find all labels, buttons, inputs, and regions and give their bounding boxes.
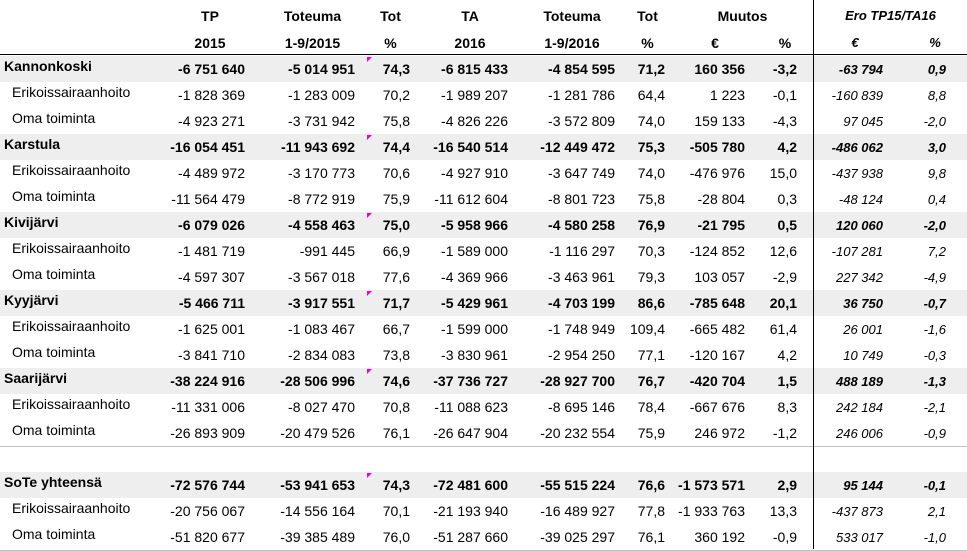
cell-ta-2016: -1 589 000 [441,243,508,259]
table-row [0,316,967,342]
cell-ero-eur: -48 124 [838,192,883,207]
cell-toteuma-2015: -1 083 467 [288,321,355,337]
row-label: Oma toiminta [12,188,96,204]
row-label: Erikoissairaanhoito [12,84,131,100]
cell-muutos-pct: -4,3 [772,113,797,129]
row-label: SoTe yhteensä [4,474,102,490]
table-row [0,498,967,524]
header-toteuma-2016: Toteuma [543,8,601,24]
cell-toteuma-2016: -4 703 199 [548,295,615,311]
cell-toteuma-2016: -3 572 809 [548,113,615,129]
cell-toteuma-2015: -28 506 996 [280,373,355,389]
row-label: Kannonkoski [4,58,92,74]
cell-muutos-eur: 159 133 [694,113,745,129]
cell-tp-2015: -20 756 067 [170,503,245,519]
header-ero-pct: % [929,35,941,50]
header-ta: TA [461,8,479,24]
cell-ero-pct: 7,2 [927,244,946,259]
cell-ta-2016: -4 826 226 [441,113,508,129]
cell-ero-pct: 0,9 [927,62,946,77]
comment-marker-icon [367,473,372,478]
cell-tot-pct-2015: 76,0 [382,529,410,545]
comment-marker-icon [367,213,372,218]
cell-tp-2015: -26 893 909 [170,425,245,441]
table-row [0,160,967,186]
cell-ta-2016: -3 830 961 [441,347,508,363]
cell-toteuma-2016: -2 954 250 [548,347,615,363]
cell-toteuma-2016: -8 695 146 [548,399,615,415]
cell-toteuma-2016: -1 116 297 [549,243,615,259]
cell-ta-2016: -21 193 940 [433,503,508,519]
cell-ta-2016: -5 958 966 [441,217,508,233]
cell-ero-eur: -437 873 [831,504,883,519]
cell-ta-2016: -4 927 910 [441,165,508,181]
cell-ero-pct: -0,7 [923,296,946,311]
cell-ero-pct: -1,6 [923,322,946,337]
cell-ta-2016: -6 815 433 [441,61,508,77]
cell-muutos-eur: -667 676 [689,399,745,415]
cell-muutos-eur: 103 057 [694,269,745,285]
table-row [0,342,967,368]
cell-tp-2015: -4 923 271 [178,113,245,129]
cell-muutos-eur: 360 192 [694,529,745,545]
cell-tp-2015: -6 079 026 [178,217,245,233]
cell-toteuma-2015: -3 917 551 [288,295,355,311]
table-row [0,524,967,550]
cell-muutos-pct: -0,9 [772,529,797,545]
row-label: Oma toiminta [12,266,96,282]
cell-tot-pct-2015: 70,1 [382,503,410,519]
header-toteuma-2016-period: 1-9/2016 [544,35,600,51]
cell-ero-pct: -2,0 [923,114,946,129]
cell-tot-pct-2015: 70,8 [382,399,410,415]
cell-muutos-eur: -28 804 [697,191,745,207]
cell-toteuma-2016: -28 927 700 [540,373,615,389]
cell-ta-2016: -51 287 660 [433,529,508,545]
cell-toteuma-2015: -8 027 470 [288,399,355,415]
row-label: Erikoissairaanhoito [12,396,131,412]
row-label: Erikoissairaanhoito [12,162,131,178]
cell-toteuma-2015: -20 479 526 [280,425,355,441]
header-ero: Ero TP15/TA16 [845,8,936,23]
cell-tot-pct-2015: 75,9 [382,191,410,207]
header-tot-2016-pct: % [641,35,654,51]
cell-ero-eur: 97 045 [843,114,883,129]
cell-tot-pct-2016: 75,8 [637,191,665,207]
header-ero-eur: € [851,35,859,50]
cell-muutos-pct: 12,6 [769,243,797,259]
cell-tot-pct-2016: 64,4 [637,87,665,103]
cell-tp-2015: -16 054 451 [170,139,245,155]
cell-toteuma-2015: -14 556 164 [280,503,355,519]
cell-ta-2016: -1 989 207 [441,87,508,103]
cell-muutos-eur: -476 976 [689,165,745,181]
cell-toteuma-2015: -3 567 018 [288,269,355,285]
cell-tot-pct-2016: 77,1 [637,347,665,363]
cell-tp-2015: -6 751 640 [178,61,245,77]
cell-tot-pct-2015: 74,3 [382,61,410,77]
cell-ta-2016: -1 599 000 [441,321,508,337]
cell-tot-pct-2016: 109,4 [629,321,665,337]
cell-muutos-eur: 246 972 [694,425,745,441]
cell-tot-pct-2016: 76,7 [637,373,665,389]
cell-tot-pct-2016: 74,0 [637,165,665,181]
group-total-row [0,368,967,394]
group-total-row [0,290,967,316]
cell-muutos-pct: 0,5 [777,217,797,233]
row-label: Erikoissairaanhoito [12,240,131,256]
cell-muutos-eur: -1 573 571 [678,477,745,493]
cell-toteuma-2016: -12 449 472 [540,139,615,155]
cell-muutos-pct: 1,5 [777,373,797,389]
header-ta-year: 2016 [454,35,486,51]
cell-tot-pct-2015: 66,9 [382,243,410,259]
cell-ero-eur: 488 189 [836,374,883,389]
cell-toteuma-2016: -3 647 749 [548,165,615,181]
cell-ero-pct: -4,9 [923,270,946,285]
cell-muutos-pct: 13,3 [769,503,797,519]
cell-toteuma-2015: -4 558 463 [288,217,355,233]
cell-toteuma-2016: -55 515 224 [540,477,615,493]
cell-tp-2015: -11 564 479 [171,191,245,207]
table-row [0,82,967,108]
cell-tot-pct-2016: 75,9 [637,425,665,441]
cell-ta-2016: -26 647 904 [433,425,508,441]
header-toteuma-2015-period: 1-9/2015 [284,35,341,51]
cell-tot-pct-2015: 75,0 [382,217,410,233]
cell-ero-pct: 8,8 [927,88,946,103]
cell-ero-eur: -437 938 [831,166,883,181]
table-row [0,186,967,212]
cell-toteuma-2016: -4 580 258 [548,217,615,233]
cell-ero-eur: -160 839 [831,88,883,103]
cell-toteuma-2015: -39 385 489 [280,529,355,545]
cell-toteuma-2015: -53 941 653 [280,477,355,493]
cell-tp-2015: -1 828 369 [178,87,245,103]
table-row [0,394,967,420]
cell-tp-2015: -5 466 711 [178,295,245,311]
cell-muutos-eur: -785 648 [689,295,745,311]
cell-muutos-eur: -420 704 [689,373,745,389]
cell-tot-pct-2016: 75,3 [637,139,665,155]
cell-ero-eur: 120 060 [836,218,883,233]
cell-ero-pct: -2,1 [923,400,946,415]
header-muutos: Muutos [717,8,768,24]
cell-toteuma-2015: -3 731 942 [288,113,355,129]
cell-tot-pct-2016: 76,9 [637,217,665,233]
header-toteuma-2015: Toteuma [283,8,342,24]
header-tot-2016: Tot [637,8,658,24]
header-tp-year: 2015 [194,35,226,51]
cell-muutos-eur: -21 795 [697,217,745,233]
cell-tot-pct-2016: 77,8 [637,503,665,519]
comment-marker-icon [367,369,372,374]
group-total-row [0,134,967,160]
cell-ero-eur: 36 750 [843,296,883,311]
cell-muutos-eur: -120 167 [689,347,745,363]
cell-ero-eur: -63 794 [838,62,883,77]
table-row [0,108,967,134]
cell-toteuma-2016: -1 281 786 [548,87,615,103]
cell-tot-pct-2016: 70,3 [637,243,665,259]
cell-muutos-pct: 61,4 [769,321,797,337]
cell-ta-2016: -4 369 966 [441,269,508,285]
cell-ero-eur: 242 184 [836,400,883,415]
cell-muutos-pct: 0,3 [777,191,797,207]
cell-toteuma-2015: -2 834 083 [288,347,355,363]
cell-tp-2015: -4 597 307 [178,269,245,285]
row-label: Erikoissairaanhoito [12,500,131,516]
cell-ero-eur: -486 062 [831,140,883,155]
cell-tot-pct-2016: 76,6 [637,477,665,493]
cell-toteuma-2015: -11 943 692 [281,139,355,155]
cell-ero-pct: -2,0 [923,218,946,233]
cell-tot-pct-2016: 78,4 [637,399,665,415]
group-total-row [0,212,967,238]
cell-toteuma-2016: -4 854 595 [548,61,615,77]
group-total-row [0,56,967,82]
cell-ta-2016: -72 481 600 [433,477,508,493]
cell-toteuma-2016: -39 025 297 [540,529,615,545]
cell-tp-2015: -3 841 710 [178,347,245,363]
group-divider [0,446,967,447]
cell-muutos-pct: 2,9 [777,477,797,493]
comment-marker-icon [367,291,372,296]
cell-tot-pct-2015: 66,7 [382,321,410,337]
cell-ta-2016: -11 088 623 [434,399,508,415]
cell-tot-pct-2015: 73,8 [382,347,410,363]
table-row [0,238,967,264]
cell-ta-2016: -37 736 727 [433,373,508,389]
header-muutos-eur: € [711,35,719,51]
cell-ero-pct: 2,1 [927,504,946,519]
header-tot-2015-pct: % [384,35,397,51]
cell-ero-eur: 533 017 [836,530,883,545]
header-tot-2015: Tot [380,8,401,24]
cell-ero-pct: -1,0 [923,530,946,545]
cell-tot-pct-2016: 74,0 [637,113,665,129]
cell-tot-pct-2015: 71,7 [382,295,410,311]
cell-tot-pct-2016: 86,6 [637,295,665,311]
cell-toteuma-2015: -1 283 009 [288,87,355,103]
cell-muutos-pct: -2,9 [772,269,797,285]
row-label: Oma toiminta [12,110,96,126]
cell-tot-pct-2015: 77,6 [382,269,410,285]
cell-tp-2015: -1 481 719 [178,243,245,259]
row-label: Kyyjärvi [4,292,59,308]
cell-tot-pct-2015: 75,8 [382,113,410,129]
table-row [0,420,967,446]
cell-tp-2015: -38 224 916 [170,373,245,389]
row-label: Saarijärvi [4,370,68,386]
cell-toteuma-2016: -20 232 554 [540,425,615,441]
cell-tot-pct-2015: 74,3 [382,477,410,493]
cell-ero-eur: 26 001 [843,322,883,337]
cell-tot-pct-2016: 76,1 [637,529,665,545]
header-tp: TP [201,8,219,24]
cell-muutos-eur: -1 933 763 [678,503,745,519]
cell-ero-pct: 3,0 [927,140,946,155]
cell-muutos-pct: -3,2 [772,61,797,77]
cell-tp-2015: -72 576 744 [170,477,245,493]
cell-ta-2016: -5 429 961 [441,295,508,311]
cell-toteuma-2016: -16 489 927 [540,503,615,519]
cell-ero-pct: -1,3 [923,374,946,389]
cell-tp-2015: -51 820 677 [170,529,245,545]
cell-muutos-pct: 8,3 [777,399,797,415]
cell-ero-eur: 246 006 [836,426,883,441]
row-label: Erikoissairaanhoito [12,318,131,334]
cell-tp-2015: -1 625 001 [178,321,245,337]
header-muutos-pct: % [778,35,792,51]
cell-ero-eur: -107 281 [831,244,883,259]
table-row [0,264,967,290]
cell-ta-2016: -16 540 514 [433,139,508,155]
row-label: Oma toiminta [12,344,96,360]
cell-toteuma-2015: -8 772 919 [288,191,355,207]
cell-muutos-pct: -0,1 [772,87,797,103]
cell-muutos-pct: 15,0 [769,165,797,181]
cell-toteuma-2016: -3 463 961 [548,269,615,285]
cell-tot-pct-2015: 74,6 [382,373,410,389]
cell-tot-pct-2015: 70,2 [382,87,410,103]
cell-toteuma-2015: -5 014 951 [288,61,355,77]
cell-ero-pct: 0,4 [927,192,946,207]
cell-tp-2015: -11 331 006 [171,399,245,415]
cell-muutos-eur: 1 223 [709,87,745,103]
cell-ero-pct: -0,3 [923,348,946,363]
cell-ero-pct: 9,8 [927,166,946,181]
cell-muutos-pct: 20,1 [769,295,797,311]
cell-muutos-eur: -124 852 [689,243,745,259]
comment-marker-icon [367,57,372,62]
cell-muutos-eur: 160 356 [694,61,745,77]
row-label: Karstula [4,136,61,152]
comment-marker-icon [367,135,372,140]
cell-muutos-pct: 4,2 [777,139,797,155]
cell-ero-eur: 10 749 [843,348,883,363]
cell-tot-pct-2015: 74,4 [382,139,410,155]
cell-toteuma-2015: -3 170 773 [288,165,355,181]
ero-divider [813,0,814,549]
cell-ta-2016: -11 612 604 [434,191,508,207]
cell-toteuma-2015: -991 445 [299,243,355,259]
header-divider [0,54,967,55]
cell-tot-pct-2015: 76,1 [382,425,410,441]
cell-muutos-pct: 4,2 [777,347,797,363]
cell-ero-eur: 227 342 [836,270,883,285]
cell-ero-pct: -0,1 [923,478,946,493]
row-label: Oma toiminta [12,422,96,438]
cell-muutos-pct: -1,2 [772,425,797,441]
row-label: Kivijärvi [4,214,59,230]
cell-muutos-eur: -505 780 [689,139,745,155]
cell-ero-eur: 95 144 [843,478,883,493]
cell-tp-2015: -4 489 972 [178,165,245,181]
cell-toteuma-2016: -8 801 723 [548,191,615,207]
cell-tot-pct-2015: 70,6 [382,165,410,181]
cell-tot-pct-2016: 79,3 [637,269,665,285]
row-label: Oma toiminta [12,526,96,542]
cell-ero-pct: -0,9 [923,426,946,441]
cell-tot-pct-2016: 71,2 [637,61,665,77]
cell-muutos-eur: -665 482 [689,321,745,337]
group-total-row [0,472,967,498]
cell-toteuma-2016: -1 748 949 [548,321,615,337]
